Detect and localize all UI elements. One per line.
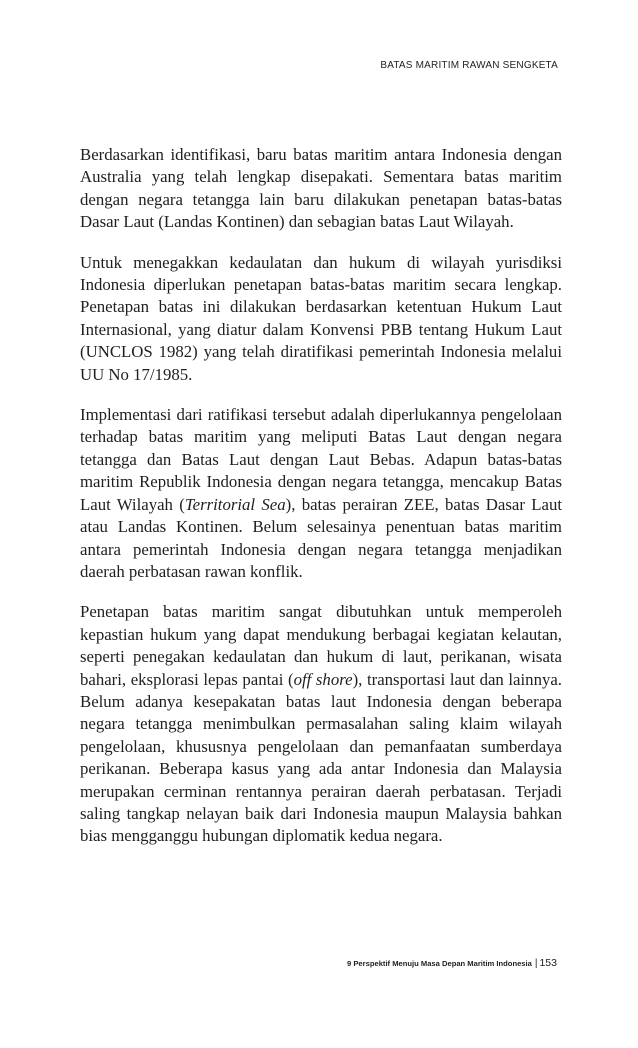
text-segment: Berdasarkan identifikasi, baru batas maritim antara Indonesia dengan Australia yang telah lengkap disepakati. Sementara batas maritim dengan negara tetangga lain baru dilakukan penetapan batas-batas Dasar Laut (Landas Kontinen) dan sebagian batas Laut Wilayah. bbox=[80, 145, 562, 232]
body-text bbox=[80, 144, 562, 848]
running-header: BATAS MARITIM RAWAN SENGKETA bbox=[380, 60, 558, 71]
footer-separator: | bbox=[534, 957, 538, 969]
text-segment: ), transportasi laut dan lainnya. Belum adanya kesepakatan batas laut Indonesia dengan beberapa negara tetangga menimbulkan permasalahan saling klaim wilayah pengelolaan, khususnya pengelolaan dan pemanfaatan sumberdaya perikanan. Beberapa kasus yang ada antar Indonesia dan Malaysia merupakan cerminan rentannya perairan daerah perbatasan. Terjadi saling tangkap nelayan baik dari Indonesia maupun Malaysia bahkan bias mengganggu hubungan diplomatik kedua negara. bbox=[80, 669, 562, 846]
text-segment: Implementasi dari ratifikasi tersebut adalah diperlukannya pengelolaan terhadap batas maritim yang meliputi Batas Laut dengan negara tetangga dan Batas Laut dengan Laut Bebas. Adapun batas-batas maritim Republik Indonesia dengan negara tetangga, mencakup Batas Laut Wilayah ( bbox=[80, 405, 562, 514]
paragraph bbox=[80, 404, 562, 583]
text-segment: Untuk menegakkan kedaulatan dan hukum di wilayah yurisdiksi Indonesia diperlukan penetapan batas-batas maritim secara lengkap. Penetapan batas ini dilakukan berdasarkan ketentuan Hukum Laut Internasional, yang diatur dalam Konvensi PBB tentang Hukum Laut (UNCLOS 1982) yang telah diratifikasi pemerintah Indonesia melalui UU No 17/1985. bbox=[80, 252, 562, 384]
running-footer bbox=[347, 957, 557, 969]
page-number: 153 bbox=[539, 957, 557, 969]
paragraph bbox=[80, 252, 562, 386]
italic-term: off shore bbox=[293, 669, 353, 689]
footer-book-title: 9 Perspektif Menuju Masa Depan Maritim Indonesia bbox=[347, 958, 532, 968]
text-segment: ), batas perairan ZEE, batas Dasar Laut atau Landas Kontinen. Belum selesainya penentuan batas maritim antara pemerintah Indonesia dengan negara tetangga menjadikan daerah perbatasan rawan konflik. bbox=[80, 494, 562, 581]
italic-term: Territorial Sea bbox=[184, 494, 286, 514]
paragraph bbox=[80, 601, 562, 847]
text-segment: Penetapan batas maritim sangat dibutuhkan untuk memperoleh kepastian hukum yang dapat mendukung berbagai kegiatan kelautan, seperti penegakan kedaulatan dan hukum di laut, perikanan, wisata bahari, eksplorasi lepas pantai ( bbox=[80, 602, 562, 689]
paragraph bbox=[80, 144, 562, 234]
